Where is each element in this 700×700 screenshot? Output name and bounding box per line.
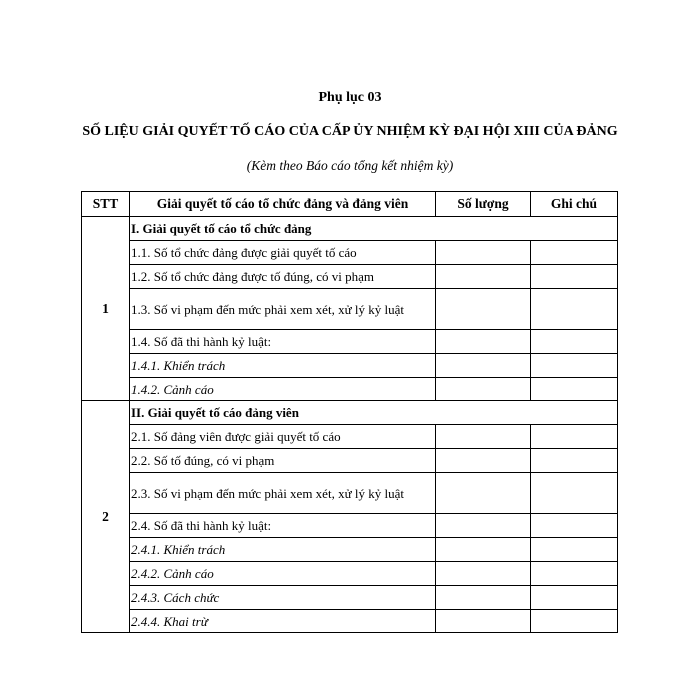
appendix-label: Phụ lục 03 (318, 90, 382, 105)
table-row (82, 586, 618, 610)
table-row (82, 562, 618, 586)
row-label: 1.4.2. Cảnh cáo (130, 378, 436, 401)
stt-cell-group-2: 2 (82, 401, 130, 633)
table-row (82, 265, 618, 289)
row-label: 2.3. Số vi phạm đến mức phải xem xét, xử lý kỷ luật (130, 473, 436, 514)
report-table (81, 191, 618, 633)
row-label: 2.4.3. Cách chức (130, 586, 436, 610)
header-quantity: Số lượng (436, 192, 531, 217)
note-cell (531, 449, 618, 473)
note-cell (531, 586, 618, 610)
note-cell (531, 265, 618, 289)
table-row (82, 289, 618, 330)
section-heading-2: II. Giải quyết tố cáo đảng viên (130, 401, 618, 425)
row-label: 2.4. Số đã thi hành kỷ luật: (130, 514, 436, 538)
header-note: Ghi chú (531, 192, 618, 217)
note-cell (531, 610, 618, 633)
row-label: 2.4.4. Khai trừ (130, 610, 436, 633)
quantity-cell (436, 610, 531, 633)
table-row (82, 378, 618, 401)
quantity-cell (436, 330, 531, 354)
row-label: 1.4.1. Khiển trách (130, 354, 436, 378)
note-cell (531, 241, 618, 265)
document-title: SỐ LIỆU GIẢI QUYẾT TỐ CÁO CỦA CẤP ỦY NHIỆM KỲ ĐẠI HỘI XIII CỦA ĐẢNG (82, 124, 618, 139)
quantity-cell (436, 354, 531, 378)
table-row (82, 217, 618, 241)
note-cell (531, 562, 618, 586)
row-label: 2.1. Số đảng viên được giải quyết tố cáo (130, 425, 436, 449)
quantity-cell (436, 562, 531, 586)
table-row (82, 538, 618, 562)
row-label: 1.4. Số đã thi hành kỷ luật: (130, 330, 436, 354)
quantity-cell (436, 265, 531, 289)
row-label: 2.2. Số tố đúng, có vi phạm (130, 449, 436, 473)
note-cell (531, 473, 618, 514)
note-cell (531, 425, 618, 449)
quantity-cell (436, 514, 531, 538)
table-row (82, 425, 618, 449)
quantity-cell (436, 425, 531, 449)
row-label: 2.4.2. Cảnh cáo (130, 562, 436, 586)
table-row (82, 401, 618, 425)
note-cell (531, 538, 618, 562)
table-row (82, 330, 618, 354)
row-label: 1.3. Số vi phạm đến mức phải xem xét, xử lý kỷ luật (130, 289, 436, 330)
note-cell (531, 289, 618, 330)
table-row (82, 241, 618, 265)
row-label: 1.2. Số tổ chức đảng được tố đúng, có vi phạm (130, 265, 436, 289)
note-cell (531, 330, 618, 354)
quantity-cell (436, 289, 531, 330)
table-row (82, 514, 618, 538)
header-stt: STT (82, 192, 130, 217)
table-row (82, 354, 618, 378)
row-label: 2.4.1. Khiển trách (130, 538, 436, 562)
row-label: 1.1. Số tổ chức đảng được giải quyết tố cáo (130, 241, 436, 265)
quantity-cell (436, 241, 531, 265)
note-cell (531, 378, 618, 401)
note-cell (531, 354, 618, 378)
quantity-cell (436, 449, 531, 473)
quantity-cell (436, 473, 531, 514)
stt-cell-group-1: 1 (82, 217, 130, 401)
quantity-cell (436, 378, 531, 401)
table-header-row (82, 192, 618, 217)
table-row (82, 610, 618, 633)
document-subtitle: (Kèm theo Báo cáo tổng kết nhiệm kỳ) (246, 158, 454, 173)
quantity-cell (436, 586, 531, 610)
table-row (82, 473, 618, 514)
header-content: Giải quyết tố cáo tổ chức đảng và đảng viên (130, 192, 436, 217)
section-heading-1: I. Giải quyết tố cáo tổ chức đảng (130, 217, 618, 241)
table-row (82, 449, 618, 473)
quantity-cell (436, 538, 531, 562)
note-cell (531, 514, 618, 538)
